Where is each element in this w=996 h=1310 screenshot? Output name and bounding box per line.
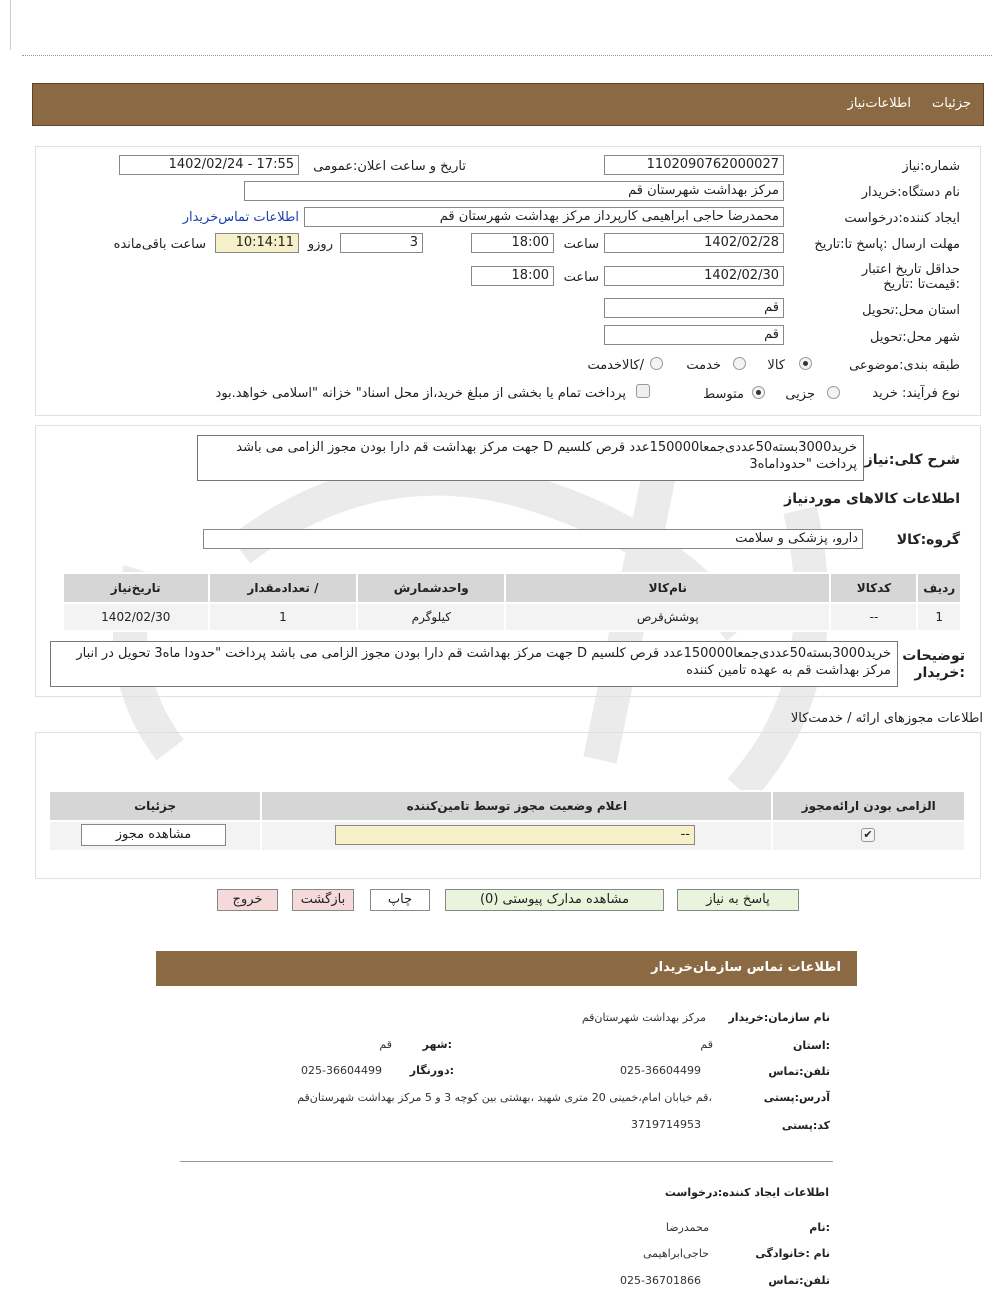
need-number-field: 1102090762000027 — [604, 155, 784, 175]
category-service-label: خدمت — [686, 358, 721, 373]
days-label: روزو — [307, 237, 333, 252]
left-border-line — [10, 0, 11, 50]
days-count-field: 3 — [340, 233, 423, 253]
city-field: قم — [604, 325, 784, 345]
creator-family-value: حاجی‌ابراهیمی — [642, 1247, 709, 1260]
table-row — [63, 603, 961, 631]
exit-button[interactable]: خروج — [217, 889, 278, 911]
announce-datetime-field: 1402/02/24 - 17:55 — [119, 155, 299, 175]
permits-title: اطلاعات مجوزهای ارائه / خدمت‌کالا — [790, 711, 983, 726]
cell-date: 1402/02/30 — [63, 603, 209, 631]
process-minor-label: جزیی — [785, 387, 815, 402]
deadline-time-field: 18:00 — [471, 233, 554, 253]
creator-phone-value: 025-36701866 — [620, 1274, 701, 1287]
category-goods-radio[interactable] — [799, 357, 812, 370]
contact-fax-value: 025-36604499 — [301, 1064, 382, 1077]
permit-required-checkbox: ✔ — [861, 828, 875, 842]
col-status: اعلام وضعیت مجوز توسط تامین‌کننده — [261, 791, 772, 821]
buyer-org-label: نام دستگاه:خریدار — [861, 185, 960, 200]
need-number-label: شماره:نیاز — [902, 159, 960, 174]
dotted-separator — [22, 55, 992, 56]
permit-status-field: -- — [335, 825, 695, 845]
deadline-date-field: 1402/02/28 — [604, 233, 784, 253]
treasury-payment-note: پرداخت تمام یا بخشی از مبلغ خرید،از محل اسناد" خزانه "اسلامی خواهد.بود — [215, 386, 626, 401]
process-medium-radio[interactable] — [752, 386, 765, 399]
postal-code-value: 3719714953 — [631, 1118, 701, 1131]
goods-table — [62, 572, 962, 632]
view-permit-button[interactable]: مشاهده مجوز — [81, 824, 226, 846]
contact-phone-label: تلفن:تماس — [768, 1065, 830, 1078]
buyer-notes-label: توضیحات :خریدار — [902, 648, 965, 681]
validity-label: حداقل تاریخ اعتبار :قیمت‌تا :تاریخ — [861, 262, 960, 292]
org-value: مرکز بهداشت شهرستان‌قم — [581, 1011, 706, 1024]
creator-label: ایجاد کننده:درخواست — [844, 211, 960, 226]
goods-group-field: دارو، پزشکی و سلامت — [203, 529, 863, 549]
contact-province-value: قم — [700, 1038, 713, 1051]
buyer-contact-link[interactable]: اطلاعات تماس‌خریدار — [182, 210, 299, 225]
creator-name-label: :نام — [809, 1221, 830, 1234]
buyer-org-field: مرکز بهداشت شهرستان قم — [244, 181, 784, 201]
category-goods-service-label: /کالاخدمت — [587, 358, 644, 373]
col-required: الزامی بودن ارائه‌مجوز — [772, 791, 965, 821]
remaining-label: ساعت باقی‌مانده — [113, 237, 206, 252]
back-button[interactable]: بازگشت — [292, 889, 354, 911]
tab-details[interactable]: جزئیات — [932, 96, 971, 111]
contact-address-value: ،قم خیابان امام،خمینی 20 متری شهید ،بهشتی بین کوچه 3 و 5 مرکز بهداشت شهرستان‌قم — [297, 1091, 712, 1104]
permits-table-header — [49, 791, 965, 821]
summary-label: شرح کلی:نیاز — [864, 452, 960, 468]
attachments-button[interactable]: مشاهده مدارک پیوستی (0) — [445, 889, 664, 911]
reply-button[interactable]: پاسخ به نیاز — [677, 889, 799, 911]
category-service-radio[interactable] — [733, 357, 746, 370]
col-name: نام‌کالا — [505, 573, 830, 603]
creator-family-label: نام :خانوادگی — [755, 1247, 830, 1260]
validity-date-field: 1402/02/30 — [604, 266, 784, 286]
process-minor-radio[interactable] — [827, 386, 840, 399]
process-medium-label: متوسط — [703, 387, 744, 402]
category-label: طبقه بندی:موضوعی — [849, 358, 960, 373]
contact-address-label: آدرس:پستی — [763, 1091, 830, 1104]
contact-province-label: :استان — [793, 1039, 830, 1052]
city-label: شهر محل:تحویل — [870, 330, 960, 345]
buyer-notes-text: خرید3000بسته50عددی‌جمعا150000عدد قرص کلسیم D جهت مرکز بهداشت قم دارا بودن مجوز الزامی می باشد پرداخت "حدودا ماه3 تحویل در انبار مرکز بهداشت قم به عهده تامین کننده — [50, 641, 898, 687]
col-qty: / تعدادمقدار — [209, 573, 358, 603]
remaining-time-field: 10:14:11 — [215, 233, 299, 253]
tab-need-info[interactable]: اطلاعات‌نیاز — [847, 96, 911, 111]
top-tab-bar — [32, 83, 984, 126]
treasury-payment-checkbox[interactable] — [636, 384, 650, 398]
cell-code: -- — [830, 603, 917, 631]
contact-divider — [180, 1161, 833, 1162]
category-goods-label: کالا — [767, 358, 785, 373]
creator-field: محمدرضا حاجی ابراهیمی کارپرداز مرکز بهداشت شهرستان قم — [304, 207, 784, 227]
buyer-contact-bar — [156, 951, 857, 986]
contact-phone-value: 025-36604499 — [620, 1064, 701, 1077]
org-label: نام سازمان:خریدار — [728, 1011, 830, 1024]
contact-fax-label: :دورنگار — [409, 1064, 454, 1077]
contact-city-label: :شهر — [422, 1038, 452, 1051]
validity-time-label: ساعت — [563, 270, 599, 285]
col-date: تاریخ‌نیاز — [63, 573, 209, 603]
category-goods-service-radio[interactable] — [650, 357, 663, 370]
announce-label: تاریخ و ساعت اعلان:عمومی — [313, 159, 466, 174]
col-unit: واحدشمارش — [357, 573, 505, 603]
goods-info-title: اطلاعات کالاهای موردنیاز — [784, 491, 960, 507]
province-field: قم — [604, 298, 784, 318]
col-row: ردیف — [917, 573, 961, 603]
deadline-time-label: ساعت — [563, 237, 599, 252]
cell-qty: 1 — [209, 603, 358, 631]
col-details: جزئیات — [49, 791, 261, 821]
creator-phone-label: تلفن:تماس — [768, 1274, 830, 1287]
cell-row: 1 — [917, 603, 961, 631]
print-button[interactable]: چاپ — [370, 889, 430, 911]
col-code: کدکالا — [830, 573, 917, 603]
postal-code-label: کد:پستی — [781, 1119, 830, 1132]
province-label: استان محل:تحویل — [862, 303, 960, 318]
creator-name-value: محمدرضا — [665, 1221, 709, 1234]
cell-name: پوشش‌قرص — [505, 603, 830, 631]
goods-group-label: گروه:کالا — [896, 532, 960, 548]
process-type-label: نوع فرآیند: خرید — [872, 386, 960, 401]
deadline-label: مهلت ارسال :پاسخ تا:تاریخ — [814, 237, 960, 252]
cell-unit: کیلوگرم — [357, 603, 505, 631]
contact-city-value: قم — [379, 1038, 392, 1051]
goods-table-header — [63, 573, 961, 603]
creator-info-title: اطلاعات ایجاد کننده:درخواست — [664, 1186, 829, 1199]
summary-text: خرید3000بسته50عددی‌جمعا150000عدد قرص کلسیم D جهت مرکز بهداشت قم دارا بودن مجوز الزامی می باشد پرداخت "حدوداماه3 — [197, 435, 864, 481]
buyer-contact-title: اطلاعات تماس سازمان‌خریدار — [651, 960, 841, 975]
validity-time-field: 18:00 — [471, 266, 554, 286]
